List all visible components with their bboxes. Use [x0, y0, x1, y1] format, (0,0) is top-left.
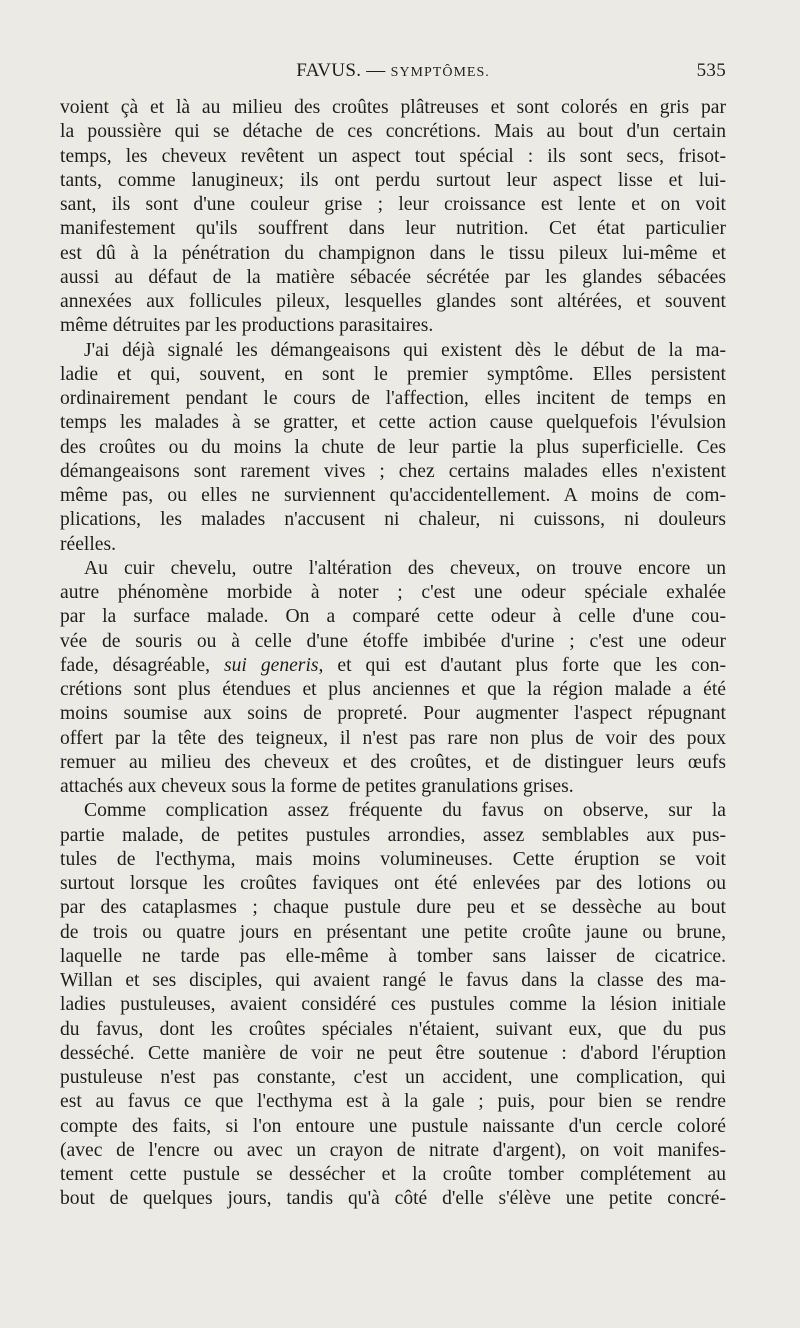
- text-line: ordinairement pendant le cours de l'affection, elles incitent de temps en: [60, 388, 726, 409]
- text-line: J'ai déjà signalé les démangeaisons qui existent dès le début de la ma-: [84, 339, 726, 361]
- text-line: ladie et qui, souvent, en sont le premier symptôme. Elles persistent: [60, 363, 726, 385]
- text-line: tement cette pustule se dessécher et la croûte tomber complétement au: [60, 1164, 726, 1185]
- text-line: tants, comme lanugineux; ils ont perdu surtout leur aspect lisse et lui-: [60, 169, 726, 191]
- text-line: voient çà et là au milieu des croûtes plâtreuses et sont colorés en gris par: [60, 97, 726, 118]
- text-line: même détruites par les productions parasitaires.: [60, 315, 434, 337]
- text-line: réelles.: [60, 533, 117, 555]
- text-line: [60, 654, 726, 678]
- text-line: crétions sont plus étendues et plus anciennes et que la région malade a été: [60, 679, 726, 700]
- text-line: partie malade, de petites pustules arrondies, assez semblables aux pus-: [60, 824, 726, 846]
- text-line: desséché. Cette manière de voir ne peut être soutenue : d'abord l'éruption: [60, 1042, 726, 1064]
- text-line: temps, les cheveux revêtent un aspect tout spécial : ils sont secs, frisot-: [60, 145, 726, 167]
- text-line: même pas, ou elles ne surviennent qu'accidentellement. A moins de com-: [60, 485, 726, 506]
- running-title-section: SYMPTÔMES.: [390, 65, 490, 80]
- text-line: plications, les malades n'accusent ni chaleur, ni cuissons, ni douleurs: [60, 509, 726, 531]
- text-line: aussi au défaut de la matière sébacée sécrétée par les glandes sébacées: [60, 266, 726, 288]
- text-line: du favus, dont les croûtes spéciales n'étaient, suivant eux, que du pus: [60, 1018, 726, 1040]
- text-line: par des cataplasmes ; chaque pustule dure peu et se dessèche au bout: [60, 897, 726, 919]
- text-line: sant, ils sont d'une couleur grise ; leur croissance est lente et on voit: [60, 194, 726, 215]
- body-text: [60, 96, 726, 1212]
- text-line: pustuleuse n'est pas constante, c'est un accident, une complication, qui: [60, 1067, 726, 1088]
- text-line: est dû à la pénétration du champignon dans le tissu pileux lui-même et: [60, 242, 726, 264]
- text-line: vée de souris ou à celle d'une étoffe imbibée d'urine ; c'est une odeur: [60, 630, 726, 652]
- text-line: attachés aux cheveux sous la forme de petites granulations grises.: [60, 776, 574, 797]
- text-line: autre phénomène morbide à noter ; c'est une odeur spéciale exhalée: [60, 582, 726, 603]
- text-line: compte des faits, si l'on entoure une pustule naissante d'un cercle coloré: [60, 1115, 726, 1137]
- page-number: 535: [696, 60, 726, 81]
- text-line: est au favus ce que l'ecthyma est à la gale ; puis, pour bien se rendre: [60, 1091, 726, 1113]
- text-line: temps les malades à se gratter, et cette action cause quelquefois l'évulsion: [60, 412, 726, 434]
- running-header: [60, 60, 726, 86]
- text-line-end: , et qui est d'autant plus forte que les con-: [318, 654, 726, 676]
- running-title-dash: —: [361, 60, 391, 81]
- text-line: (avec de l'encre ou avec un crayon de nitrate d'argent), on voit manifes-: [60, 1139, 726, 1161]
- text-line: manifestement qu'ils souffrent dans leur nutrition. Cet état particulier: [60, 218, 726, 240]
- text-line: moins soumise aux soins de propreté. Pour augmenter l'aspect répugnant: [60, 703, 726, 725]
- text-line: tules de l'ecthyma, mais moins volumineuses. Cette éruption se voit: [60, 848, 726, 870]
- text-line: par la surface malade. On a comparé cette odeur à celle d'une cou-: [60, 606, 726, 628]
- text-line: offert par la tête des teigneux, il n'est pas rare non plus de voir des poux: [60, 727, 726, 749]
- text-line: laquelle ne tarde pas elle-même à tomber sans laisser de cicatrice.: [60, 945, 726, 967]
- text-line: remuer au milieu des cheveux et des croûtes, et de distinguer leurs œufs: [60, 751, 726, 773]
- text-line: surtout lorsque les croûtes faviques ont été enlevées par des lotions ou: [60, 873, 726, 894]
- text-line: démangeaisons sont rarement vives ; chez certains malades elles n'existent: [60, 460, 726, 482]
- italic-phrase: sui generis: [223, 654, 319, 676]
- text-line: des croûtes ou du moins la chute de leur partie la plus superficielle. Ces: [60, 436, 726, 458]
- text-line: bout de quelques jours, tandis qu'à côté d'elle s'élève une petite concré-: [60, 1188, 726, 1210]
- text-line: Comme complication assez fréquente du favus on observe, sur la: [84, 800, 726, 822]
- text-line: Au cuir chevelu, outre l'altération des cheveux, on trouve encore un: [84, 557, 726, 579]
- text-line: de trois ou quatre jours en présentant une petite croûte jaune ou brune,: [60, 921, 726, 943]
- text-line-start: fade, désagréable,: [60, 654, 224, 676]
- running-title: [60, 60, 726, 82]
- text-line: ladies pustuleuses, avaient considéré ces pustules comme la lésion initiale: [60, 994, 726, 1016]
- running-title-main: FAVUS.: [296, 60, 362, 81]
- text-line: la poussière qui se détache de ces concrétions. Mais au bout d'un certain: [60, 121, 726, 143]
- text-line: Willan et ses disciples, qui avaient rangé le favus dans la classe des ma-: [60, 970, 726, 991]
- text-line: annexées aux follicules pileux, lesquelles glandes sont altérées, et souvent: [60, 291, 726, 312]
